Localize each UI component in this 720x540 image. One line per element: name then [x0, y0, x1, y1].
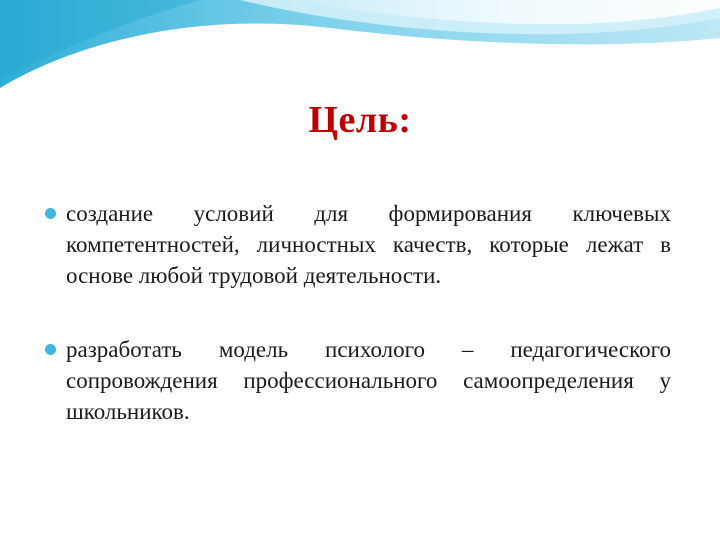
- bullet-dot-icon: [45, 344, 56, 355]
- decorative-wave-header: [0, 0, 720, 110]
- bullet-item-2: [45, 334, 671, 427]
- slide-title: Цель:: [308, 99, 412, 141]
- bullet-text: разработать модель психолого – педагогического сопровождения профессионального самоопределения у школьников.: [66, 337, 671, 424]
- bullet-list: [45, 198, 671, 427]
- bullet-text: создание условий для формирования ключевых компетентностей, личностных качеств, которые лежат в основе любой трудовой деятельности.: [66, 201, 671, 288]
- bullet-dot-icon: [45, 208, 56, 219]
- bullet-item-1: [45, 198, 671, 291]
